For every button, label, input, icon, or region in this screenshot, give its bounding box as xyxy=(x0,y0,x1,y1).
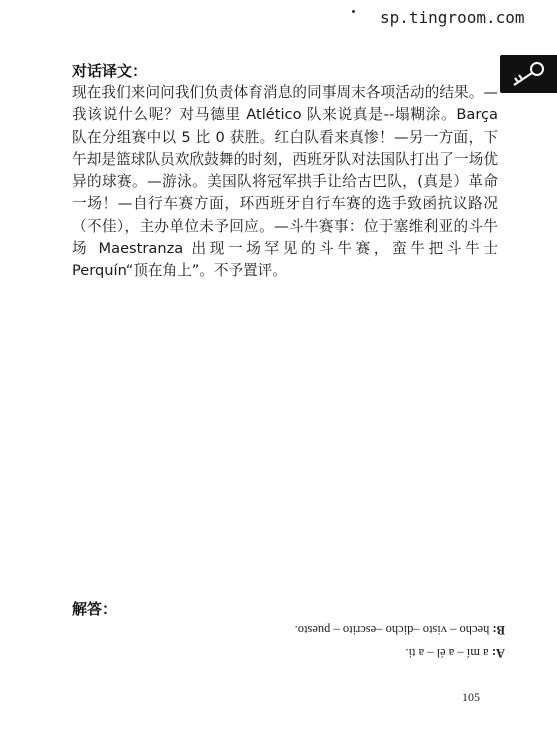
translation-heading: 对话译文： xyxy=(72,62,148,80)
translation-body: 现在我们来问问我们负责体育消息的同事周末各项活动的结果。—我该说什么呢？对马德里 Atlético 队来说真是--塌糊涂。Barça 队在分组赛中以 5 比 0 获胜。红白队看来真惨！—另一方面，下午却是篮球队员欢欣鼓舞的时刻，西班牙队对法国队打出了一场优异的球赛。—游泳。美国队将冠军拱手让给古巴队，(真是）革命一场！—自行车赛方面，环西班牙自行车赛的选手致函抗议路况（不佳），主办单位未予回应。—斗牛赛事：位于塞维利亚的斗牛场 Maestranza 出现一场罕见的斗牛赛，蛮牛把斗牛士 Perquín“顶在角上”。不予置评。 xyxy=(72,84,498,280)
answer-line-a xyxy=(225,645,505,660)
answer-line-b xyxy=(225,622,505,637)
answer-text-b: hecho – visto –dicho –escrito – puesto. xyxy=(294,623,490,637)
answers-heading: 解答： xyxy=(72,600,118,618)
page-number: 105 xyxy=(462,690,480,704)
key-icon xyxy=(508,60,548,88)
decorative-dot xyxy=(352,10,355,13)
answer-text-a: a mí – a él – a ti. xyxy=(405,646,489,660)
site-watermark: sp.tingroom.com xyxy=(380,8,525,27)
answer-label-b: B: xyxy=(492,623,505,637)
section-tab xyxy=(500,55,557,93)
answer-label-a: A: xyxy=(491,646,505,660)
